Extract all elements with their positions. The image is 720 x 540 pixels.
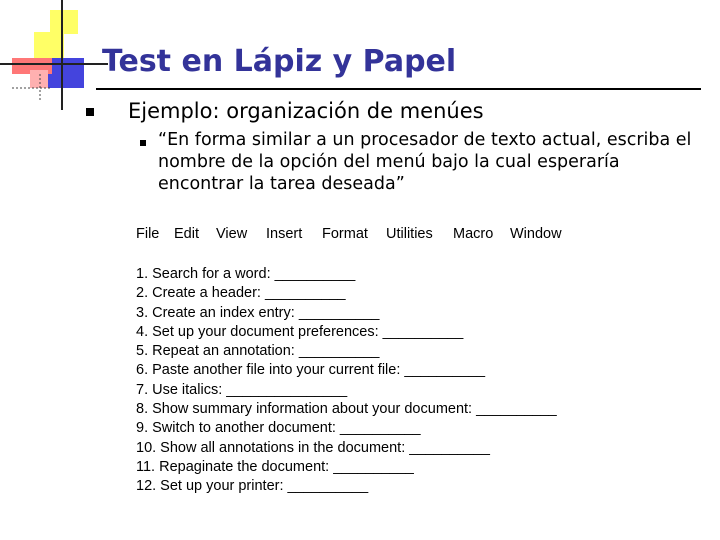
square-bullet-icon [140,140,146,146]
list-item: 2. Create a header: __________ [136,285,346,302]
menu-item-utilities: Utilities [386,226,433,242]
list-item: 7. Use italics: _______________ [136,381,348,398]
list-item: 11. Repaginate the document: __________ [136,458,414,475]
bullet-level1-text: Ejemplo: organización de menúes [128,99,484,123]
list-item: 3. Create an index entry: __________ [136,304,380,321]
list-item: 10. Show all annotations in the document: __________ [136,439,490,456]
list-item: 9. Switch to another document: __________ [136,420,421,437]
list-item: 12. Set up your printer: __________ [136,478,369,495]
square-bullet-icon [86,108,94,116]
title-underline [96,88,701,90]
menu-item-view: View [216,226,248,242]
list-item: 5. Repeat an annotation: __________ [136,343,380,360]
corner-decoration [0,0,110,120]
menu-item-edit: Edit [174,226,199,242]
list-item: 1. Search for a word: __________ [136,266,356,282]
list-item: 8. Show summary information about your document: __________ [136,401,557,418]
menu-item-file: File [136,226,160,242]
list-item: 6. Paste another file into your current file: __________ [136,362,486,379]
bullet-level2-text: “En forma similar a un procesador de texto actual, escriba el nombre de la opción del menú bajo la cual esperaría encontrar la tarea deseada” [158,130,692,194]
slide-title: Test en Lápiz y Papel [102,44,457,79]
menu-item-macro: Macro [453,226,494,242]
menu-item-insert: Insert [266,226,303,242]
menu-item-window: Window [510,226,562,242]
list-item: 4. Set up your document preferences: __________ [136,323,464,340]
task-list [136,265,557,497]
menu-item-format: Format [322,226,368,242]
